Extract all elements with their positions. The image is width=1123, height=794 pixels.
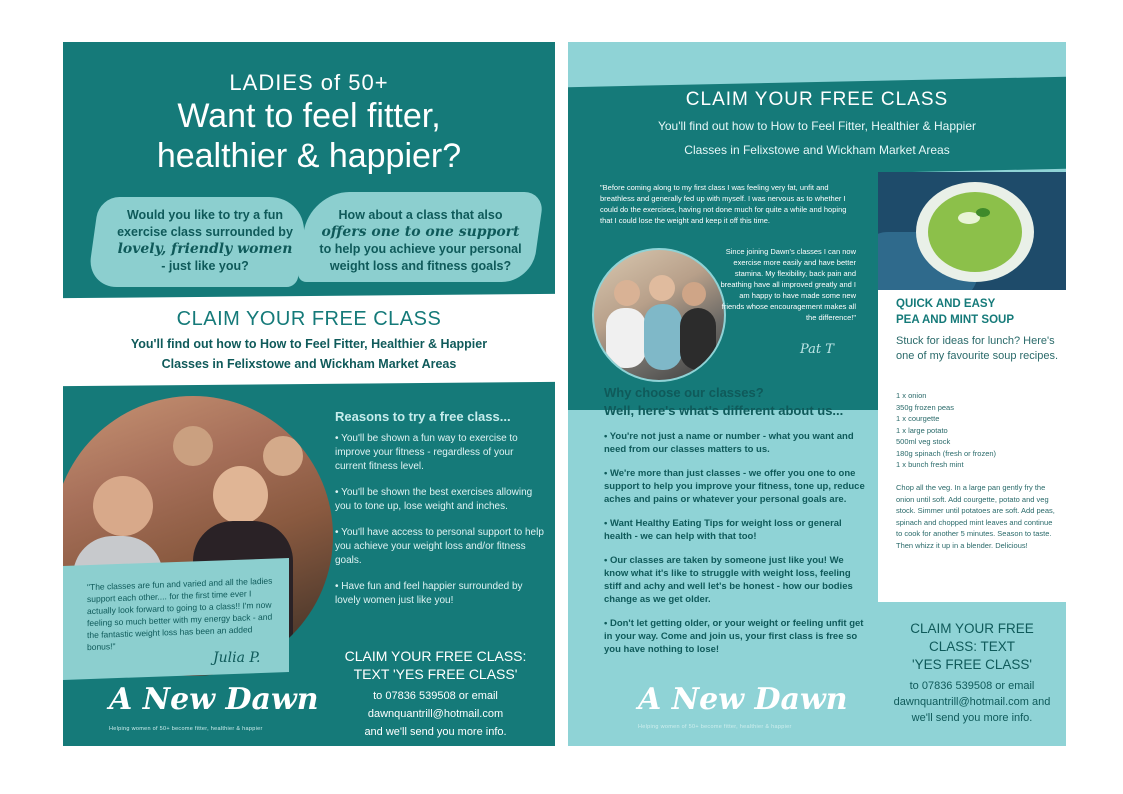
headline-line-2: healthier & happier? [156, 137, 462, 175]
class-photo [592, 248, 726, 382]
claim-subtitle [568, 114, 1066, 162]
recipe-title [896, 296, 1066, 328]
testimonial-signature: Pat T [800, 342, 834, 357]
bubble-right-text [308, 207, 533, 275]
bubble-right-script: offers one to one support [321, 224, 520, 240]
why-list [604, 430, 870, 667]
ingredient-item: 350g frozen peas [896, 402, 954, 412]
brand-tagline: Helping women of 50+ become fitter, healthier & happier [109, 726, 263, 732]
person-body [606, 308, 646, 368]
bubble-left-text [105, 207, 305, 275]
person-face [614, 280, 640, 306]
why-item: • Want Healthy Eating Tips for weight loss or general health - we can help with that too! [604, 518, 842, 542]
main-headline [63, 96, 555, 176]
headline-line-1: Want to feel fitter, [177, 97, 441, 135]
testimonial-text-b: Since joining Dawn's classes I can now exercise more easily and have better stamina. My flexibility, back pain and breathing have all improved greatly and I am happy to have made some new friends whose encouragement makes all the difference!" [720, 247, 856, 322]
bubble-left-line: - just like you? [161, 259, 249, 273]
cta-line: 'YES FREE CLASS' [912, 657, 1032, 672]
cta-email[interactable]: dawnquantrill@hotmail.com [367, 708, 504, 720]
why-title-line-2: Well, here's what's different about us... [604, 403, 844, 418]
recipe-title-line-2: PEA AND MINT SOUP [896, 314, 1014, 326]
cta-detail [328, 687, 543, 741]
why-title-line-1: Why choose our classes? [604, 385, 764, 400]
soup-surface [928, 192, 1022, 272]
ingredient-item: 1 x onion [896, 391, 927, 400]
bubble-left-script: lovely, friendly women [117, 241, 293, 257]
recipe-method: Chop all the veg. In a large pan gently fry the onion until soft. Add courgette, potato and veg stock. Simmer until potatoes are soft. Add peas, spinach and chopped mint leaves and continue to cook for another 5 minutes. Season to taste. Then whizz it up in a blender. Delicious! [896, 483, 1055, 550]
person-face [213, 466, 268, 524]
brand-logo: A New Dawn [109, 682, 319, 717]
ingredient-list [896, 390, 996, 471]
ingredient-item: 1 x large potato [896, 425, 948, 435]
recipe-card [878, 290, 1066, 602]
person-face [682, 282, 706, 306]
cta-line: TEXT 'YES FREE CLASS' [353, 666, 518, 682]
reason-item: • You'll be shown a fun way to exercise to improve your fitness - regardless of your current fitness level. [335, 433, 518, 472]
reason-item: • You'll be shown the best exercises allowing you to tone up, lose weight and inches. [335, 487, 533, 512]
mint-leaf-icon [976, 208, 990, 217]
cta-line: CLAIM YOUR FREE [910, 621, 1034, 636]
flyer-page-2 [568, 42, 1066, 746]
eyebrow-heading: LADIES of 50+ [229, 70, 389, 95]
bubble-left-line: Would you like to try a fun [126, 208, 284, 222]
bubble-right-line: weight loss and fitness goals? [329, 259, 512, 273]
cta-email[interactable]: dawnquantrill@hotmail.com and [893, 696, 1051, 708]
recipe-title-line-1: QUICK AND EASY [896, 298, 996, 310]
soup-photo [878, 172, 1066, 290]
cta-detail [878, 678, 1066, 726]
recipe-intro: Stuck for ideas for lunch? Here's one of my favourite soup recipes. [896, 335, 1059, 362]
testimonial-text-a: "Before coming along to my first class I was feeling very fat, unfit and breathless and generally fed up with myself. I was nervous as to whether I could do the exercises, having not done much for quite a while and hoping that I could lose the weight and keep it off this time. [600, 183, 847, 225]
bubble-left-line: exercise class surrounded by [117, 225, 293, 239]
claim-subtitle-line-2: Classes in Felixstowe and Wickham Market Areas [684, 143, 950, 157]
claim-subtitle-line-2: Classes in Felixstowe and Wickham Market Areas [161, 357, 457, 371]
person-body [680, 308, 716, 370]
reasons-title: Reasons to try a free class... [335, 409, 511, 424]
ingredient-item: 500ml veg stock [896, 437, 951, 446]
reasons-list [335, 432, 545, 608]
why-title [604, 384, 874, 420]
claim-subtitle [63, 334, 555, 374]
testimonial-signature: Julia P. [213, 650, 261, 666]
why-item: • You're not just a name or number - what you want and need from our classes matters to us. [604, 431, 854, 455]
bubble-right-line: How about a class that also [338, 208, 503, 222]
bubble-right-line: to help you achieve your personal [319, 242, 522, 256]
call-to-action [328, 647, 543, 741]
person-face [649, 275, 675, 301]
brand-logo: A New Dawn [638, 682, 848, 717]
reason-item: • You'll have access to personal support to help you achieve your weight loss and/or fitness goals. [335, 527, 544, 566]
ingredient-item: 1 x bunch fresh mint [896, 460, 964, 469]
claim-subtitle-line-1: You'll find out how to How to Feel Fitter, Healthier & Happier [657, 119, 976, 133]
why-item: • Our classes are taken by someone just like you! We know what it's like to struggle with weight loss, feeling stiff and achy and well let's be honest - how our bodies change as we get older. [604, 555, 853, 605]
cta-line: and we'll send you more info. [364, 726, 507, 738]
reason-item: • Have fun and feel happier surrounded by lovely women just like you! [335, 581, 523, 606]
brand-tagline: Helping women of 50+ become fitter, healthier & happier [638, 724, 792, 730]
claim-title: CLAIM YOUR FREE CLASS [176, 308, 442, 330]
person-face [93, 476, 153, 536]
cta-line: we'll send you more info. [911, 712, 1033, 724]
cta-phone-line: to 07836 539508 or email [909, 680, 1035, 692]
why-item: • We're more than just classes - we offer you one to one support to help you improve your fitness, tone up, reduce aches and pains or whatever your personal goals are. [604, 468, 865, 505]
claim-subtitle-line-1: You'll find out how to How to Feel Fitter, Healthier & Happier [130, 337, 488, 351]
call-to-action [878, 620, 1066, 726]
ingredient-item: 180g spinach (fresh or frozen) [896, 448, 997, 458]
cta-phone-line: to 07836 539508 or email [373, 690, 498, 702]
cta-line: CLAIM YOUR FREE CLASS: [344, 648, 527, 664]
person-face [263, 436, 303, 476]
reasons-section [335, 409, 545, 620]
ingredient-item: 1 x courgette [896, 414, 940, 423]
flyer-page-1 [63, 42, 555, 746]
cta-line: CLASS: TEXT [928, 639, 1016, 654]
person-body [644, 304, 682, 370]
claim-title: CLAIM YOUR FREE CLASS [685, 89, 949, 110]
why-item: • Don't let getting older, or your weight or feeling unfit get in your way. Come and join us, your first class is free so you have nothing to lose! [604, 618, 864, 655]
person-face [173, 426, 213, 466]
testimonial-text: "The classes are fun and varied and all the ladies support each other.... for the first time ever I actually look forward to going to a class!! I'm now feeling so much better with my energy back - and the fantastic weight loss has been an added bonus!" [87, 575, 273, 653]
